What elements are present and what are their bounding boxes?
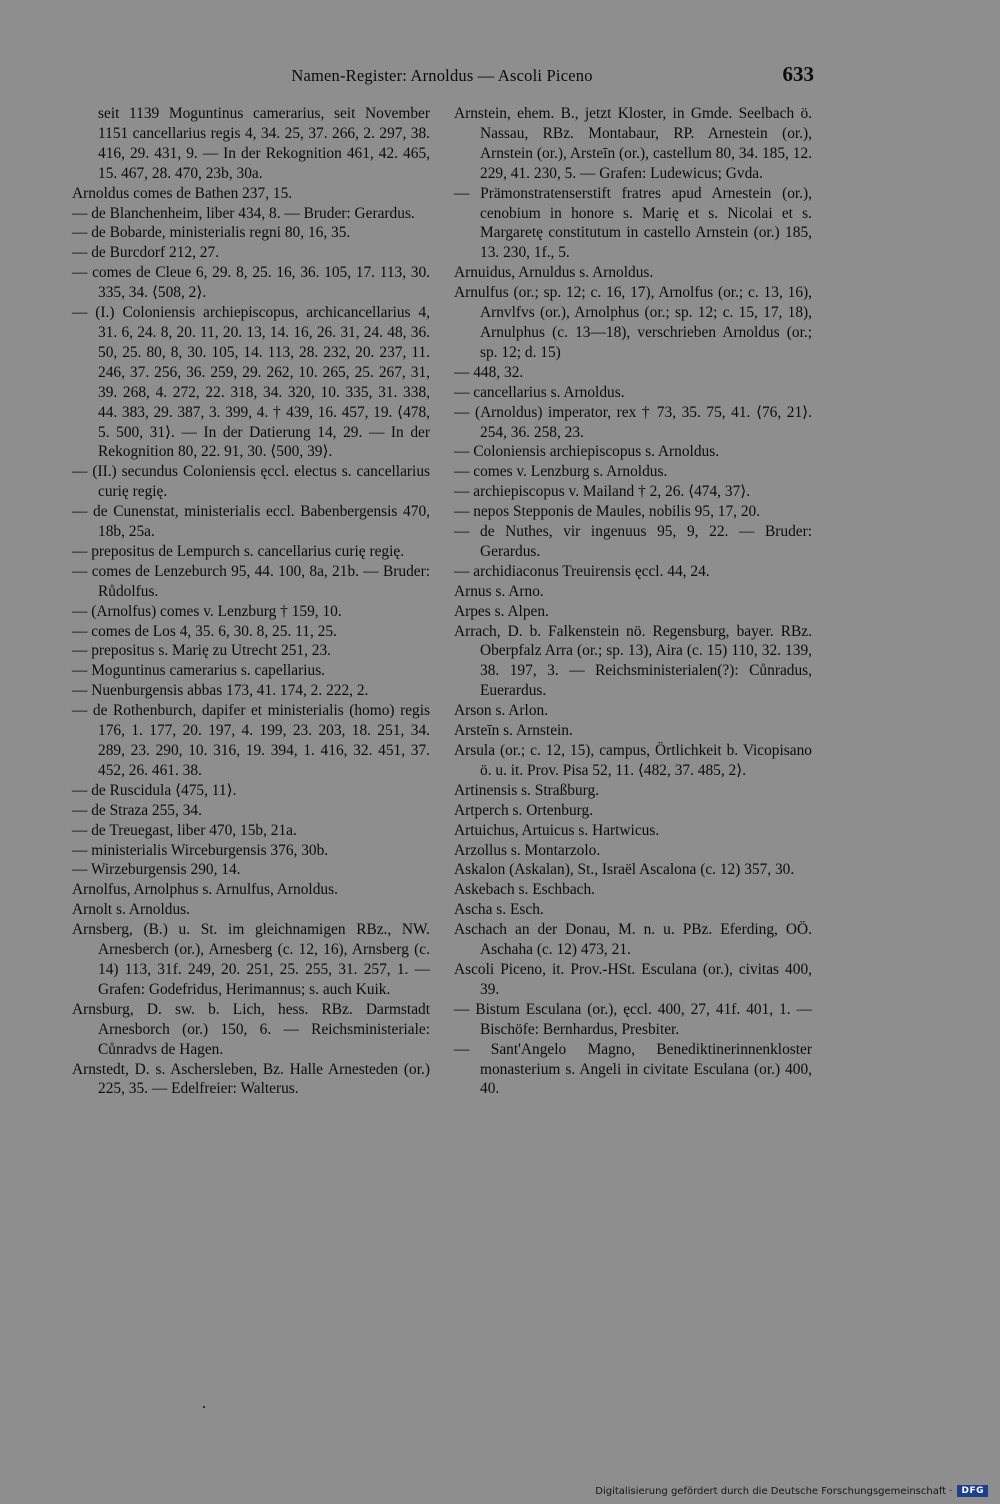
index-entry: Askebach s. Eschbach. [454,881,596,899]
index-entry: Artinensis s. Straßburg. [454,781,600,799]
index-entry: seit 1139 Moguntinus camerarius, seit November 1151 cancellarius regis 4, 34. 25, 37. 266, 2. 297, 38. 416, 29. 431, 9. — In der Rekognition 461, 42. 465, 15. 467, 28. 470, 23b, 30a. [98,105,430,182]
index-entry: Arnoldus comes de Bathen 237, 15. [72,184,293,202]
index-entry: Artuichus, Artuicus s. Hartwicus. [454,821,660,839]
left-column [72,104,430,1099]
index-entry: — 448, 32. [454,363,524,381]
index-entry: — archidiaconus Treuirensis ęccl. 44, 24. [454,562,710,580]
index-entry: — cancellarius s. Arnoldus. [454,383,625,401]
index-entry: — Sant'Angelo Magno, Benediktinerinnenkloster monasterium s. Angeli in civitate Esculana (or.) 400, 40. [454,1040,812,1098]
page-number: 633 [782,62,814,86]
index-entry: — de Treuegast, liber 470, 15b, 21a. [72,821,297,839]
page-header [70,62,814,92]
funding-text: Digitalisierung gefördert durch die Deutsche Forschungsgemeinschaft · [595,1485,953,1497]
index-entry: Ascoli Piceno, it. Prov.-HSt. Esculana (or.), civitas 400, 39. [454,960,812,998]
index-entry: Askalon (Askalan), St., Israël Ascalona (c. 12) 357, 30. [454,861,795,879]
index-entry: — Moguntinus camerarius s. capellarius. [72,662,326,680]
index-entry: — de Ruscidula ⟨475, 11⟩. [72,781,237,799]
index-entry: — prepositus de Lempurch s. cancellarius curię regię. [72,542,405,560]
index-entry: — de Nuthes, vir ingenuus 95, 9, 22. — Bruder: Gerardus. [454,523,812,560]
index-entry: Arpes s. Alpen. [454,602,549,620]
index-entry: — ministerialis Wirceburgensis 376, 30b. [72,841,329,859]
index-entry: — de Rothenburch, dapifer et ministerialis (homo) regis 176, 1. 177, 20. 197, 4. 199, 23. 203, 18. 251, 34. 289, 23. 290, 10. 316, 19. 394, 1. 416, 32. 451, 37. 452, 26. 461. 38. [72,702,430,779]
index-entry: — comes de Cleue 6, 29. 8, 25. 16, 36. 105, 17. 113, 30. 335, 34. ⟨508, 2⟩. [72,264,430,302]
index-entry: Arsteīn s. Arnstein. [454,722,573,740]
index-entry: — comes de Los 4, 35. 6, 30. 8, 25. 11, 25. [72,622,337,640]
index-entry: — Coloniensis archiepiscopus s. Arnoldus. [454,443,720,461]
index-entry: Arnsburg, D. sw. b. Lich, hess. RBz. Darmstadt Arnesborch (or.) 150, 6. — Reichsministeriale: Cůnradvs de Hagen. [72,1000,430,1058]
index-entry: — nepos Stepponis de Maules, nobilis 95, 17, 20. [454,503,761,521]
scan-speck [203,1406,205,1408]
index-entry: Arnulfus (or.; sp. 12; c. 16, 17), Arnolfus (or.; c. 13, 16), Arnvlfvs (or.), Arnolphus (or.; sp. 12; c. 15, 17, 18), Arnulphus (c. 13—18), verschrieben Arnoldus (or.; sp. 12; d. 15) [454,284,812,361]
dfg-logo-icon: DFG [957,1485,988,1497]
index-entry: — Nuenburgensis abbas 173, 41. 174, 2. 222, 2. [72,682,369,700]
index-entry: — (Arnolfus) comes v. Lenzburg † 159, 10. [72,602,342,620]
index-entry: Aschach an der Donau, M. n. u. PBz. Eferding, OÖ. Aschaha (c. 12) 473, 21. [454,921,812,959]
index-entry: — de Cunenstat, ministerialis eccl. Babenbergensis 470, 18b, 25a. [72,503,430,541]
index-entry: Arnsberg, (B.) u. St. im gleichnamigen RBz., NW. Arnesberch (or.), Arnesberg (c. 12, 16), Arnsberg (c. 14) 113, 31f. 249, 20. 251, 25. 255, 31. 257, 1. — Grafen: Godefridus, Herimannus; s. auch Kuik. [72,921,430,998]
index-entry: Arnolt s. Arnoldus. [72,901,190,919]
index-entry: Arzollus s. Montarzolo. [454,841,601,859]
index-entry: Arrach, D. b. Falkenstein nö. Regensburg, bayer. RBz. Oberpfalz Arra (or.; sp. 13), Aira (c. 15) 110, 32. 139, 38. 197, 3. — Reichsministerialen(?): Cůnradus, Euerardus. [454,622,812,700]
index-entry: — (II.) secundus Coloniensis ęccl. electus s. cancellarius curię regię. [72,463,430,501]
index-entry: Ascha s. Esch. [454,901,544,919]
index-entry: — Prämonstratenserstift fratres apud Arnestein (or.), cenobium in honore s. Marię et s. Nicolai et s. Margaretę constitutum in castello Arnstein (or.) 185, 13. 230, 1f., 5. [454,184,812,262]
index-entry: Arnuidus, Arnuldus s. Arnoldus. [454,264,654,282]
index-entry: Arsula (or.; c. 12, 15), campus, Örtlichkeit b. Vicopisano ö. u. it. Prov. Pisa 52, 11. ⟨482, 37. 485, 2⟩. [454,742,812,779]
index-entry: — de Burcdorf 212, 27. [72,244,220,262]
index-entry: — (I.) Coloniensis archiepiscopus, archicancellarius 4, 31. 6, 24. 8, 20. 11, 20. 13, 14. 16, 26. 31, 24. 48, 36. 50, 25. 80, 8, 30. 105, 14. 113, 28. 232, 20. 237, 11. 246, 37. 256, 36. 259, 29. 262, 10. 265, 25. 267, 31, 39. 268, 4. 272, 22. 318, 34. 320, 10. 335, 31. 338, 44. 383, 29. 387, 3. 399, 4. † 439, 16. 457, 19. ⟨478, 5. 500, 31⟩. — In der Datierung 14, 29. — In der Rekognition 80, 22. 91, 30. ⟨500, 39⟩. [72,304,430,461]
index-entry: — (Arnoldus) imperator, rex † 73, 35. 75, 41. ⟨76, 21⟩. 254, 36. 258, 23. [454,403,812,441]
index-entry: — de Blanchenheim, liber 434, 8. — Bruder: Gerardus. [72,204,415,222]
index-entry: — de Bobarde, ministerialis regni 80, 16, 35. [72,224,351,242]
index-entry: Arnolfus, Arnolphus s. Arnulfus, Arnoldus. [72,881,338,899]
index-entry: Arnstein, ehem. B., jetzt Kloster, in Gmde. Seelbach ö. Nassau, RBz. Montabaur, RP. Arnestein (or.), Arnstein (or.), Arsteīn (or.), castellum 80, 34. 185, 12. 229, 41. 230, 5. — Grafen: Ludewicus; Gvda. [454,105,812,182]
index-entry: — prepositus s. Marię zu Utrecht 251, 23. [72,642,332,660]
index-entry: Arson s. Arlon. [454,702,549,720]
index-entry: — comes v. Lenzburg s. Arnoldus. [454,463,668,481]
index-entry: Artperch s. Ortenburg. [454,801,594,819]
index-entry: — Wirzeburgensis 290, 14. [72,861,241,879]
right-column [454,104,812,1099]
index-entry: Arnstedt, D. s. Aschersleben, Bz. Halle Arnesteden (or.) 225, 35. — Edelfreier: Walterus. [72,1060,430,1098]
index-entry: Arnus s. Arno. [454,582,544,600]
index-entry: — de Straza 255, 34. [72,801,202,819]
funding-banner [595,1485,988,1497]
index-entry: — Bistum Esculana (or.), ęccl. 400, 27, 41f. 401, 1. — Bischöfe: Bernhardus, Presbiter. [454,1000,812,1038]
running-title: Namen-Register: Arnoldus — Ascoli Piceno [291,66,593,85]
index-entry: — archiepiscopus v. Mailand † 2, 26. ⟨474, 37⟩. [454,483,751,501]
index-entry: — comes de Lenzeburch 95, 44. 100, 8a, 21b. — Bruder: Růdolfus. [72,562,430,600]
